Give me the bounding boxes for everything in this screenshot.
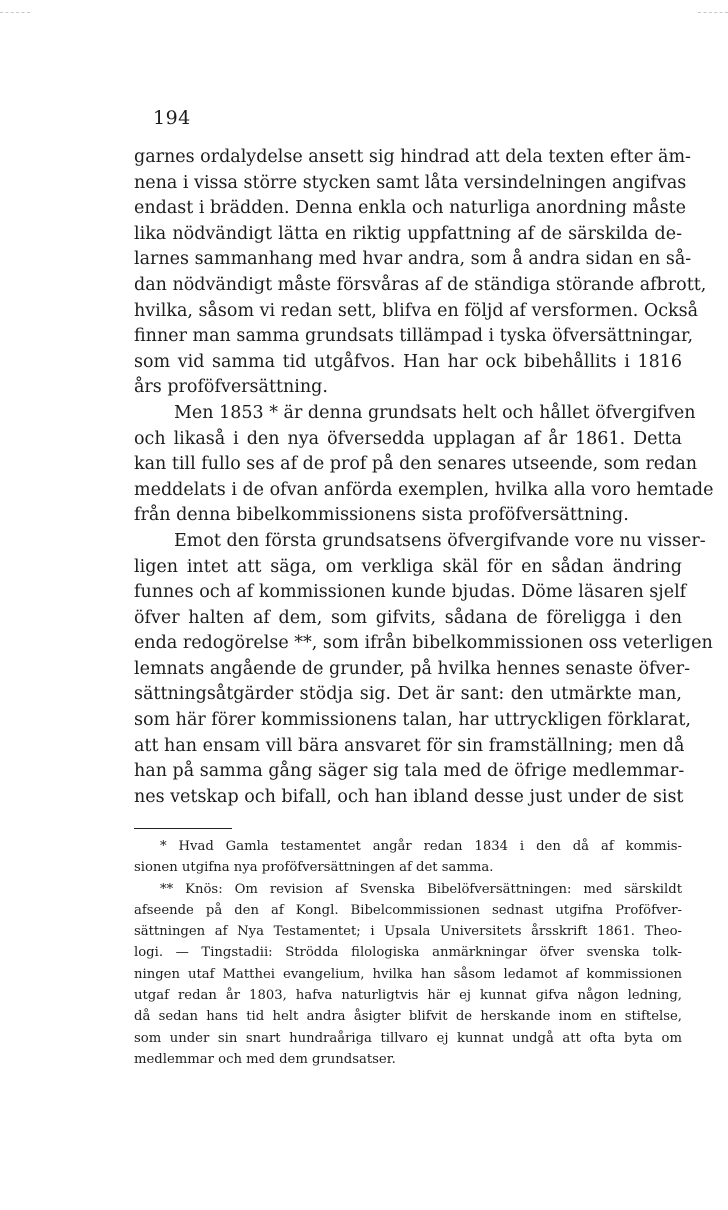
scan-edge-mark-right <box>698 12 728 13</box>
text-line: lemnats angående de grunder, på hvilka hennes senaste öfver- <box>134 658 691 679</box>
text-line: dan nödvändigt måste försvåras af de ständiga störande afbrott, <box>134 274 707 295</box>
text-line: hvilka, såsom vi redan sett, blifva en följd af versformen. Också <box>134 300 699 321</box>
footnote-line: ningen utaf Matthei evangelium, hvilka han såsom ledamot af kommissionen <box>134 966 682 982</box>
page-number: 194 <box>153 107 191 129</box>
text-line: larnes sammanhang med hvar andra, som å andra sidan en så- <box>134 249 692 270</box>
footnote-separator <box>134 828 232 829</box>
footnote-line: då sedan hans tid helt andra åsigter blifvit de herskande inom en stiftelse, <box>134 1009 682 1025</box>
text-line: som här förer kommissionens talan, har uttryckligen förklarat, <box>134 710 691 731</box>
text-line: lika nödvändigt lätta en riktig uppfattning af de särskilda de- <box>134 223 682 244</box>
text-line: han på samma gång säger sig tala med de öfrige medlemmar- <box>134 761 685 782</box>
footnote-line: afseende på den af Kongl. Bibelcommissionen sednast utgifna Proföfver- <box>134 902 682 918</box>
text-line: finner man samma grundsats tillämpad i tyska öfversättningar, <box>134 326 694 347</box>
footnote-line: sättningen af Nya Testamentet; i Upsala Universitets årsskrift 1861. Theo- <box>134 924 682 940</box>
text-line: nena i vissa större stycken samt låta versindelningen angifvas <box>134 172 687 193</box>
text-line: kan till fullo ses af de prof på den senares utseende, som redan <box>134 454 698 475</box>
text-line: som vid samma tid utgåfvos. Han har ock bibehållits i 1816 <box>134 351 682 372</box>
footnote-line: som under sin snart hundraåriga tillvaro ej kunnat undgå att ofta byta om <box>134 1030 682 1046</box>
text-line: års proföfversättning. <box>134 377 328 398</box>
text-line: från denna bibelkommissionens sista proföfversättning. <box>134 505 629 526</box>
footnote-line: ** Knös: Om revision af Svenska Bibelöfversättningen: med särskildt <box>160 881 682 897</box>
footnotes <box>134 836 682 1070</box>
text-line: Emot den första grundsatsens öfvergifvande vore nu visser- <box>174 530 706 551</box>
footnote-line: logi. — Tingstadii: Strödda filologiska anmärkningar öfver svenska tolk- <box>134 945 682 961</box>
footnote-line: medlemmar och med dem grundsatser. <box>134 1051 396 1067</box>
body-text <box>134 145 714 810</box>
text-line: sättningsåtgärder stödja sig. Det är sant: den utmärkte man, <box>134 684 682 705</box>
text-line: garnes ordalydelse ansett sig hindrad att dela texten efter äm- <box>134 147 691 167</box>
scan-edge-mark-left <box>0 12 30 13</box>
text-line: att han ensam vill bära ansvaret för sin framställning; men då <box>134 735 685 756</box>
text-line: nes vetskap och bifall, och han ibland desse just under de sist <box>134 786 684 807</box>
footnote-line: utgaf redan år 1803, hafva naturligtvis här ej kunnat gifva någon ledning, <box>134 988 682 1004</box>
text-line: öfver halten af dem, som gifvits, sådana de föreligga i den <box>134 607 682 628</box>
text-line: enda redogörelse **, som ifrån bibelkommissionen oss veterligen <box>134 633 713 654</box>
text-line: ligen intet att säga, om verkliga skäl för en sådan ändring <box>134 556 682 577</box>
text-line: meddelats i de ofvan anförda exemplen, hvilka alla voro hemtade <box>134 479 714 500</box>
text-line: och likaså i den nya öfversedda upplagan af år 1861. Detta <box>134 428 682 449</box>
footnote-line: sionen utgifna nya proföfversättningen af det samma. <box>134 860 494 876</box>
footnote-line: * Hvad Gamla testamentet angår redan 1834 i den då af kommis- <box>160 839 682 854</box>
text-line: endast i brädden. Denna enkla och naturliga anordning måste <box>134 198 686 219</box>
text-line: Men 1853 * är denna grundsats helt och hållet öfvergifven <box>174 402 696 423</box>
text-line: funnes och af kommissionen kunde bjudas. Döme läsaren sjelf <box>134 582 687 603</box>
